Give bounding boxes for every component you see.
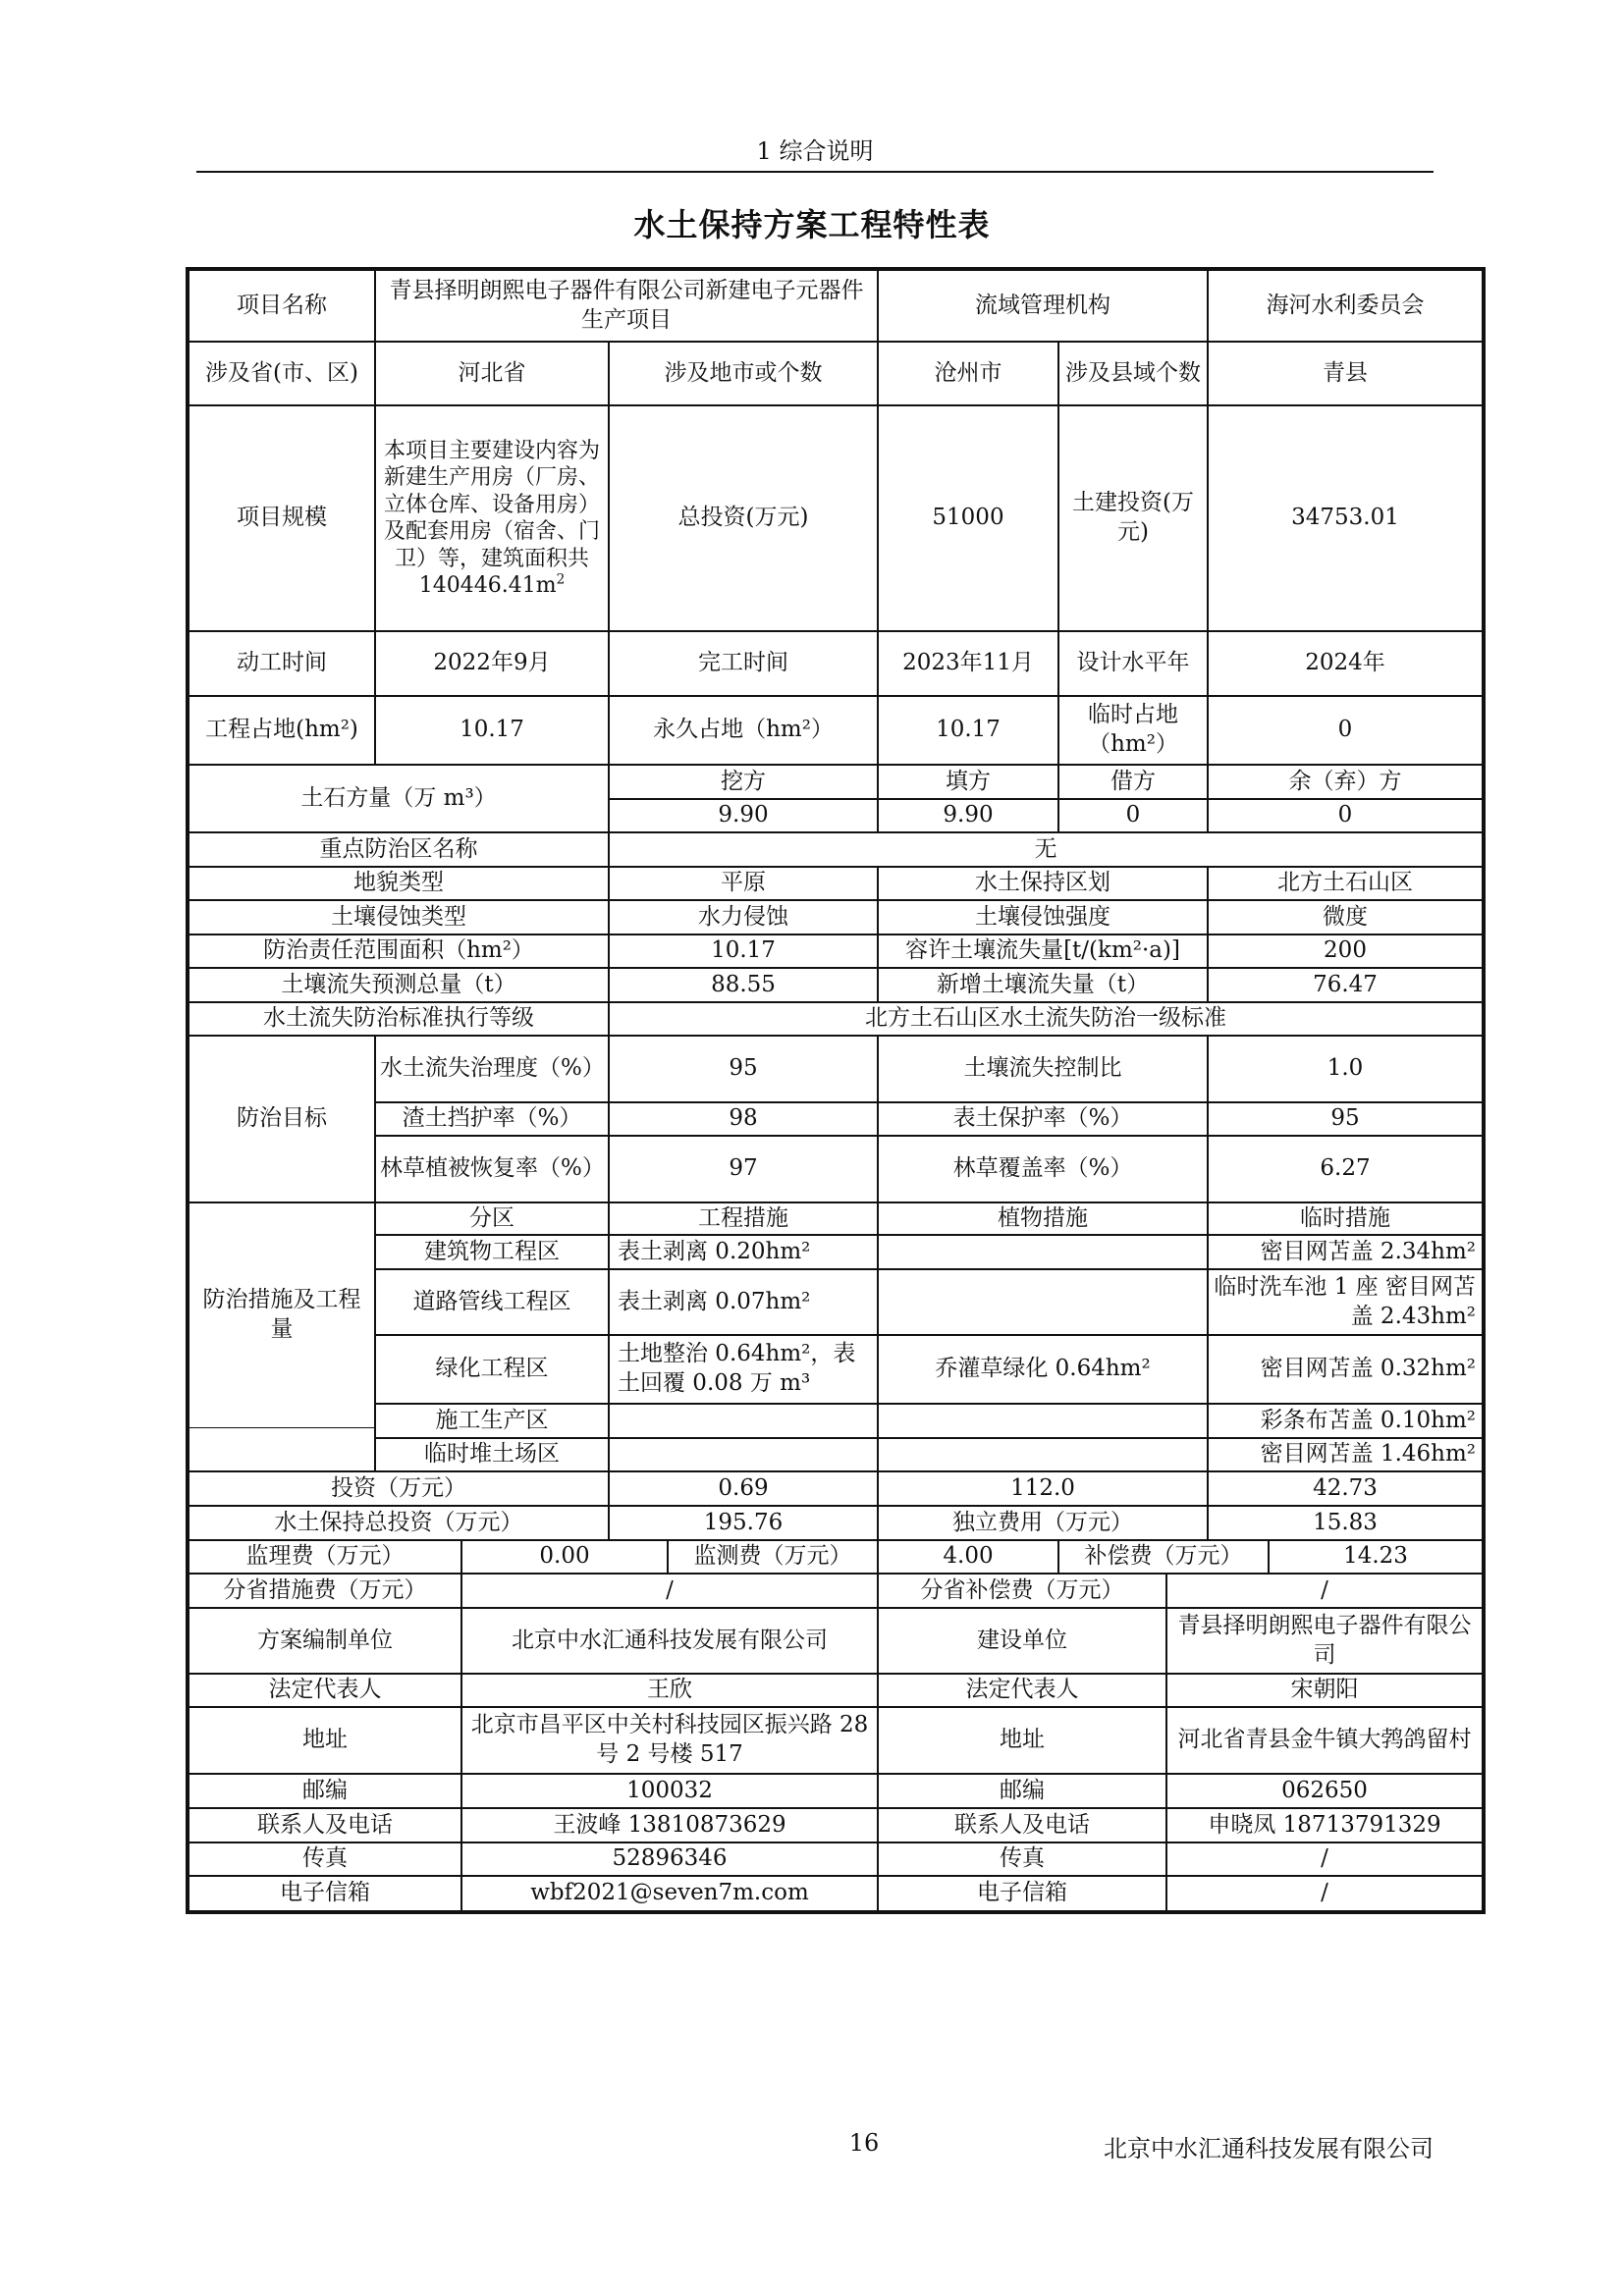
label-standard-level: 水土流失防治标准执行等级 (189, 1002, 609, 1036)
value-fill: 9.90 (878, 799, 1058, 832)
target-label: 表土保护率（%） (878, 1102, 1208, 1136)
value-address-left: 北京市昌平区中关村科技园区振兴路 28 号 2 号楼 517 (461, 1707, 878, 1774)
value-province: 河北省 (375, 342, 609, 405)
measure-engineering: 土地整治 0.64hm²，表土回覆 0.08 万 m³ (609, 1335, 878, 1404)
measure-zone: 道路管线工程区 (375, 1269, 609, 1335)
running-header: 1 综合说明 (756, 137, 874, 165)
value-start-time: 2022年9月 (375, 631, 609, 696)
label-project-name: 项目名称 (189, 270, 375, 342)
value-email-right: / (1166, 1876, 1483, 1911)
measure-temporary: 密目网苫盖 0.32hm² (1208, 1335, 1483, 1404)
value-email-left: wbf2021@seven7m.com (461, 1876, 878, 1911)
label-zip-right: 邮编 (878, 1774, 1166, 1808)
measure-engineering (609, 1404, 878, 1438)
label-temporary-land: 临时占地（hm²） (1058, 696, 1208, 765)
table-title: 水土保持方案工程特性表 (633, 206, 991, 243)
value-independent-cost: 15.83 (1208, 1506, 1483, 1540)
target-label: 土壤流失控制比 (878, 1036, 1208, 1102)
value-supervision-fee: 0.00 (461, 1540, 668, 1574)
label-measures: 防治措施及工程量 (189, 1202, 375, 1428)
label-permanent-land: 永久占地（hm²） (609, 696, 878, 765)
label-provincial-compensation: 分省补偿费（万元） (878, 1574, 1166, 1608)
label-new-loss: 新增土壤流失量（t） (878, 968, 1208, 1002)
measure-planting: 乔灌草绿化 0.64hm² (878, 1335, 1208, 1404)
label-plan-organization: 方案编制单位 (189, 1608, 461, 1674)
label-fax-left: 传真 (189, 1842, 461, 1876)
target-label: 水土流失治理度（%） (375, 1036, 609, 1102)
value-total-investment: 51000 (878, 405, 1058, 631)
value-excavation: 9.90 (609, 799, 878, 832)
target-label: 林草覆盖率（%） (878, 1136, 1208, 1202)
header-borrow: 借方 (1058, 765, 1208, 799)
footer-company: 北京中水汇通科技发展有限公司 (1104, 2135, 1434, 2163)
header-excavation: 挖方 (609, 765, 878, 799)
label-counties: 涉及县域个数 (1058, 342, 1208, 405)
label-provincial-measures-fee: 分省措施费（万元） (189, 1574, 461, 1608)
header-spoil: 余（弃）方 (1208, 765, 1483, 799)
project-scale-sup: 2 (556, 571, 566, 588)
value-total-conservation-investment: 195.76 (609, 1506, 878, 1540)
label-legal-rep-left: 法定代表人 (189, 1674, 461, 1707)
value-permanent-land: 10.17 (878, 696, 1058, 765)
label-cities: 涉及地市或个数 (609, 342, 878, 405)
label-project-scale: 项目规模 (189, 405, 375, 631)
value-responsibility-area: 10.17 (609, 934, 878, 968)
measure-planting (878, 1404, 1208, 1438)
target-label: 林草植被恢复率（%） (375, 1136, 609, 1202)
value-contact-right: 申晓凤 18713791329 (1166, 1808, 1483, 1842)
measure-zone: 临时堆土场区 (375, 1438, 609, 1471)
label-contact-right: 联系人及电话 (878, 1808, 1166, 1842)
target-value: 6.27 (1208, 1136, 1483, 1202)
value-contact-left: 王波峰 13810873629 (461, 1808, 878, 1842)
value-monitoring-fee: 4.00 (878, 1540, 1058, 1574)
value-landform: 平原 (609, 867, 878, 900)
value-standard-level: 北方土石山区水土流失防治一级标准 (609, 1002, 1483, 1036)
investment-planting: 112.0 (878, 1471, 1208, 1506)
label-basin-authority: 流域管理机构 (878, 270, 1208, 342)
label-compensation-fee: 补偿费（万元） (1058, 1540, 1269, 1574)
value-allowable-loss: 200 (1208, 934, 1483, 968)
value-project-scale (375, 405, 609, 631)
value-fax-right: / (1166, 1842, 1483, 1876)
value-key-zone: 无 (609, 832, 1483, 867)
measure-planting (878, 1269, 1208, 1335)
label-allowable-loss: 容许土壤流失量[t/(km²·a)] (878, 934, 1208, 968)
value-conservation-region: 北方土石山区 (1208, 867, 1483, 900)
header-zone: 分区 (375, 1202, 609, 1235)
value-borrow: 0 (1058, 799, 1208, 832)
label-responsibility-area: 防治责任范围面积（hm²） (189, 934, 609, 968)
label-address-right: 地址 (878, 1707, 1166, 1774)
value-compensation-fee: 14.23 (1269, 1540, 1483, 1574)
value-construction-unit: 青县择明朗熙电子器件有限公司 (1166, 1608, 1483, 1674)
measure-zone: 绿化工程区 (375, 1335, 609, 1404)
measure-temporary: 密目网苫盖 2.34hm² (1208, 1235, 1483, 1269)
value-plan-organization: 北京中水汇通科技发展有限公司 (461, 1608, 878, 1674)
label-zip-left: 邮编 (189, 1774, 461, 1808)
label-earthwork: 土石方量（万 m³） (189, 765, 609, 832)
label-land-occupation: 工程占地(hm²) (189, 696, 375, 765)
label-address-left: 地址 (189, 1707, 461, 1774)
value-erosion-type: 水力侵蚀 (609, 900, 878, 934)
label-email-right: 电子信箱 (878, 1876, 1166, 1911)
target-label: 渣土挡护率（%） (375, 1102, 609, 1136)
target-value: 95 (1208, 1102, 1483, 1136)
label-predicted-loss: 土壤流失预测总量（t） (189, 968, 609, 1002)
label-fax-right: 传真 (878, 1842, 1166, 1876)
label-independent-cost: 独立费用（万元） (878, 1506, 1208, 1540)
label-contact-left: 联系人及电话 (189, 1808, 461, 1842)
measure-engineering: 表土剥离 0.07hm² (609, 1269, 878, 1335)
value-end-time: 2023年11月 (878, 631, 1058, 696)
value-address-right: 河北省青县金牛镇大鹁鸽留村 (1166, 1707, 1483, 1774)
header-fill: 填方 (878, 765, 1058, 799)
label-start-time: 动工时间 (189, 631, 375, 696)
value-legal-rep-right: 宋朝阳 (1166, 1674, 1483, 1707)
label-monitoring-fee: 监测费（万元） (668, 1540, 878, 1574)
label-legal-rep-right: 法定代表人 (878, 1674, 1166, 1707)
label-erosion-type: 土壤侵蚀类型 (189, 900, 609, 934)
value-zip-left: 100032 (461, 1774, 878, 1808)
measure-temporary: 密目网苫盖 1.46hm² (1208, 1438, 1483, 1471)
value-civil-investment: 34753.01 (1208, 405, 1483, 631)
measure-temporary: 彩条布苫盖 0.10hm² (1208, 1404, 1483, 1438)
page-number: 16 (848, 2129, 880, 2157)
measure-zone: 施工生产区 (375, 1404, 609, 1438)
label-targets: 防治目标 (189, 1036, 375, 1202)
value-temporary-land: 0 (1208, 696, 1483, 765)
measure-temporary: 临时洗车池 1 座 密目网苫盖 2.43hm² (1208, 1269, 1483, 1335)
label-end-time: 完工时间 (609, 631, 878, 696)
measure-planting (878, 1438, 1208, 1471)
measures-label-extension (189, 1428, 375, 1471)
target-value: 95 (609, 1036, 878, 1102)
target-value: 98 (609, 1102, 878, 1136)
value-fax-left: 52896346 (461, 1842, 878, 1876)
characteristics-table (186, 267, 1486, 1914)
value-design-year: 2024年 (1208, 631, 1483, 696)
value-land-occupation: 10.17 (375, 696, 609, 765)
value-predicted-loss: 88.55 (609, 968, 878, 1002)
header-rule (196, 171, 1434, 173)
value-new-loss: 76.47 (1208, 968, 1483, 1002)
label-key-zone: 重点防治区名称 (189, 832, 609, 867)
label-province: 涉及省(市、区) (189, 342, 375, 405)
label-supervision-fee: 监理费（万元） (189, 1540, 461, 1574)
header-engineering: 工程措施 (609, 1202, 878, 1235)
measure-engineering (609, 1438, 878, 1471)
header-temporary: 临时措施 (1208, 1202, 1483, 1235)
value-provincial-compensation: / (1166, 1574, 1483, 1608)
value-erosion-intensity: 微度 (1208, 900, 1483, 934)
label-design-year: 设计水平年 (1058, 631, 1208, 696)
value-spoil: 0 (1208, 799, 1483, 832)
label-conservation-region: 水土保持区划 (878, 867, 1208, 900)
value-project-name: 青县择明朗熙电子器件有限公司新建电子元器件生产项目 (375, 270, 878, 342)
label-civil-investment: 土建投资(万元) (1058, 405, 1208, 631)
value-counties: 青县 (1208, 342, 1483, 405)
measure-engineering: 表土剥离 0.20hm² (609, 1235, 878, 1269)
value-cities: 沧州市 (878, 342, 1058, 405)
investment-temporary: 42.73 (1208, 1471, 1483, 1506)
project-scale-text: 本项目主要建设内容为新建生产用房（厂房、立体仓库、设备用房）及配套用房（宿舍、门卫）等，建筑面积共140446.41m (383, 438, 600, 598)
label-email-left: 电子信箱 (189, 1876, 461, 1911)
label-total-investment: 总投资(万元) (609, 405, 878, 631)
value-legal-rep-left: 王欣 (461, 1674, 878, 1707)
measure-zone: 建筑物工程区 (375, 1235, 609, 1269)
header-planting: 植物措施 (878, 1202, 1208, 1235)
label-total-conservation-investment: 水土保持总投资（万元） (189, 1506, 609, 1540)
label-erosion-intensity: 土壤侵蚀强度 (878, 900, 1208, 934)
investment-engineering: 0.69 (609, 1471, 878, 1506)
value-basin-authority: 海河水利委员会 (1208, 270, 1483, 342)
value-provincial-measures-fee: / (461, 1574, 878, 1608)
target-value: 97 (609, 1136, 878, 1202)
value-zip-right: 062650 (1166, 1774, 1483, 1808)
target-value: 1.0 (1208, 1036, 1483, 1102)
measure-planting (878, 1235, 1208, 1269)
label-construction-unit: 建设单位 (878, 1608, 1166, 1674)
label-landform: 地貌类型 (189, 867, 609, 900)
label-investment: 投资（万元） (189, 1471, 609, 1506)
